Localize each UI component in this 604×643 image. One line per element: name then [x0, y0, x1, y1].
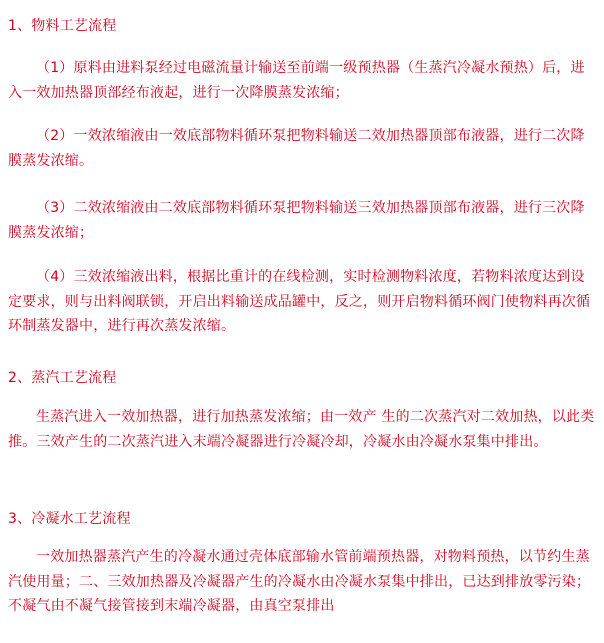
paragraph-material-step-3: （3）二效浓缩液由二效底部物料循环泵把物料输送三效加热器顶部布液器，进行三次降膜蒸发浓缩；	[8, 200, 585, 241]
paragraph-condensate-process: 一效加热器蒸汽产生的冷凝水通过壳体底部输水管前端预热器，对物料预热，以节约生蒸汽使用量；二、三效加热器及冷凝器产生的冷凝水由冷凝水泵集中排出，已达到排放零污染；不凝气由不凝气接管接到末端冷凝器，由真空泵排出	[8, 549, 591, 614]
paragraph-material-step-1: （1）原料由进料泵经过电磁流量计输送至前端一级预热器（生蒸汽冷凝水预热）后，进入一效加热器顶部经布液起，进行一次降膜蒸发浓缩；	[8, 60, 585, 101]
paragraph-material-step-2: （2）一效浓缩液由一效底部物料循环泵把物料输送二效加热器顶部布液器，进行二次降膜蒸发浓缩。	[8, 128, 585, 169]
section-heading-steam-process: 2、蒸汽工艺流程	[8, 370, 117, 386]
paragraph-steam-process: 生蒸汽进入一效加热器，进行加热蒸发浓缩；由一效产 生的二次蒸汽对二效加热，以此类推。三效产生的二次蒸汽进入末端冷凝器进行冷凝冷却，冷凝水由冷凝水泵集中排出。	[8, 409, 595, 450]
section-heading-condensate-process: 3、冷凝水工艺流程	[8, 511, 131, 527]
paragraph-material-step-4: （4）三效浓缩液出料，根据比重计的在线检测，实时检测物料浓度，若物料浓度达到设定要求，则与出料阀联锁，开启出料输送成品罐中，反之，则开启物料循环阀门使物料再次循环制蒸发器中，进行再次蒸发浓缩。	[8, 269, 591, 334]
section-heading-material-process: 1、物料工艺流程	[8, 18, 117, 34]
